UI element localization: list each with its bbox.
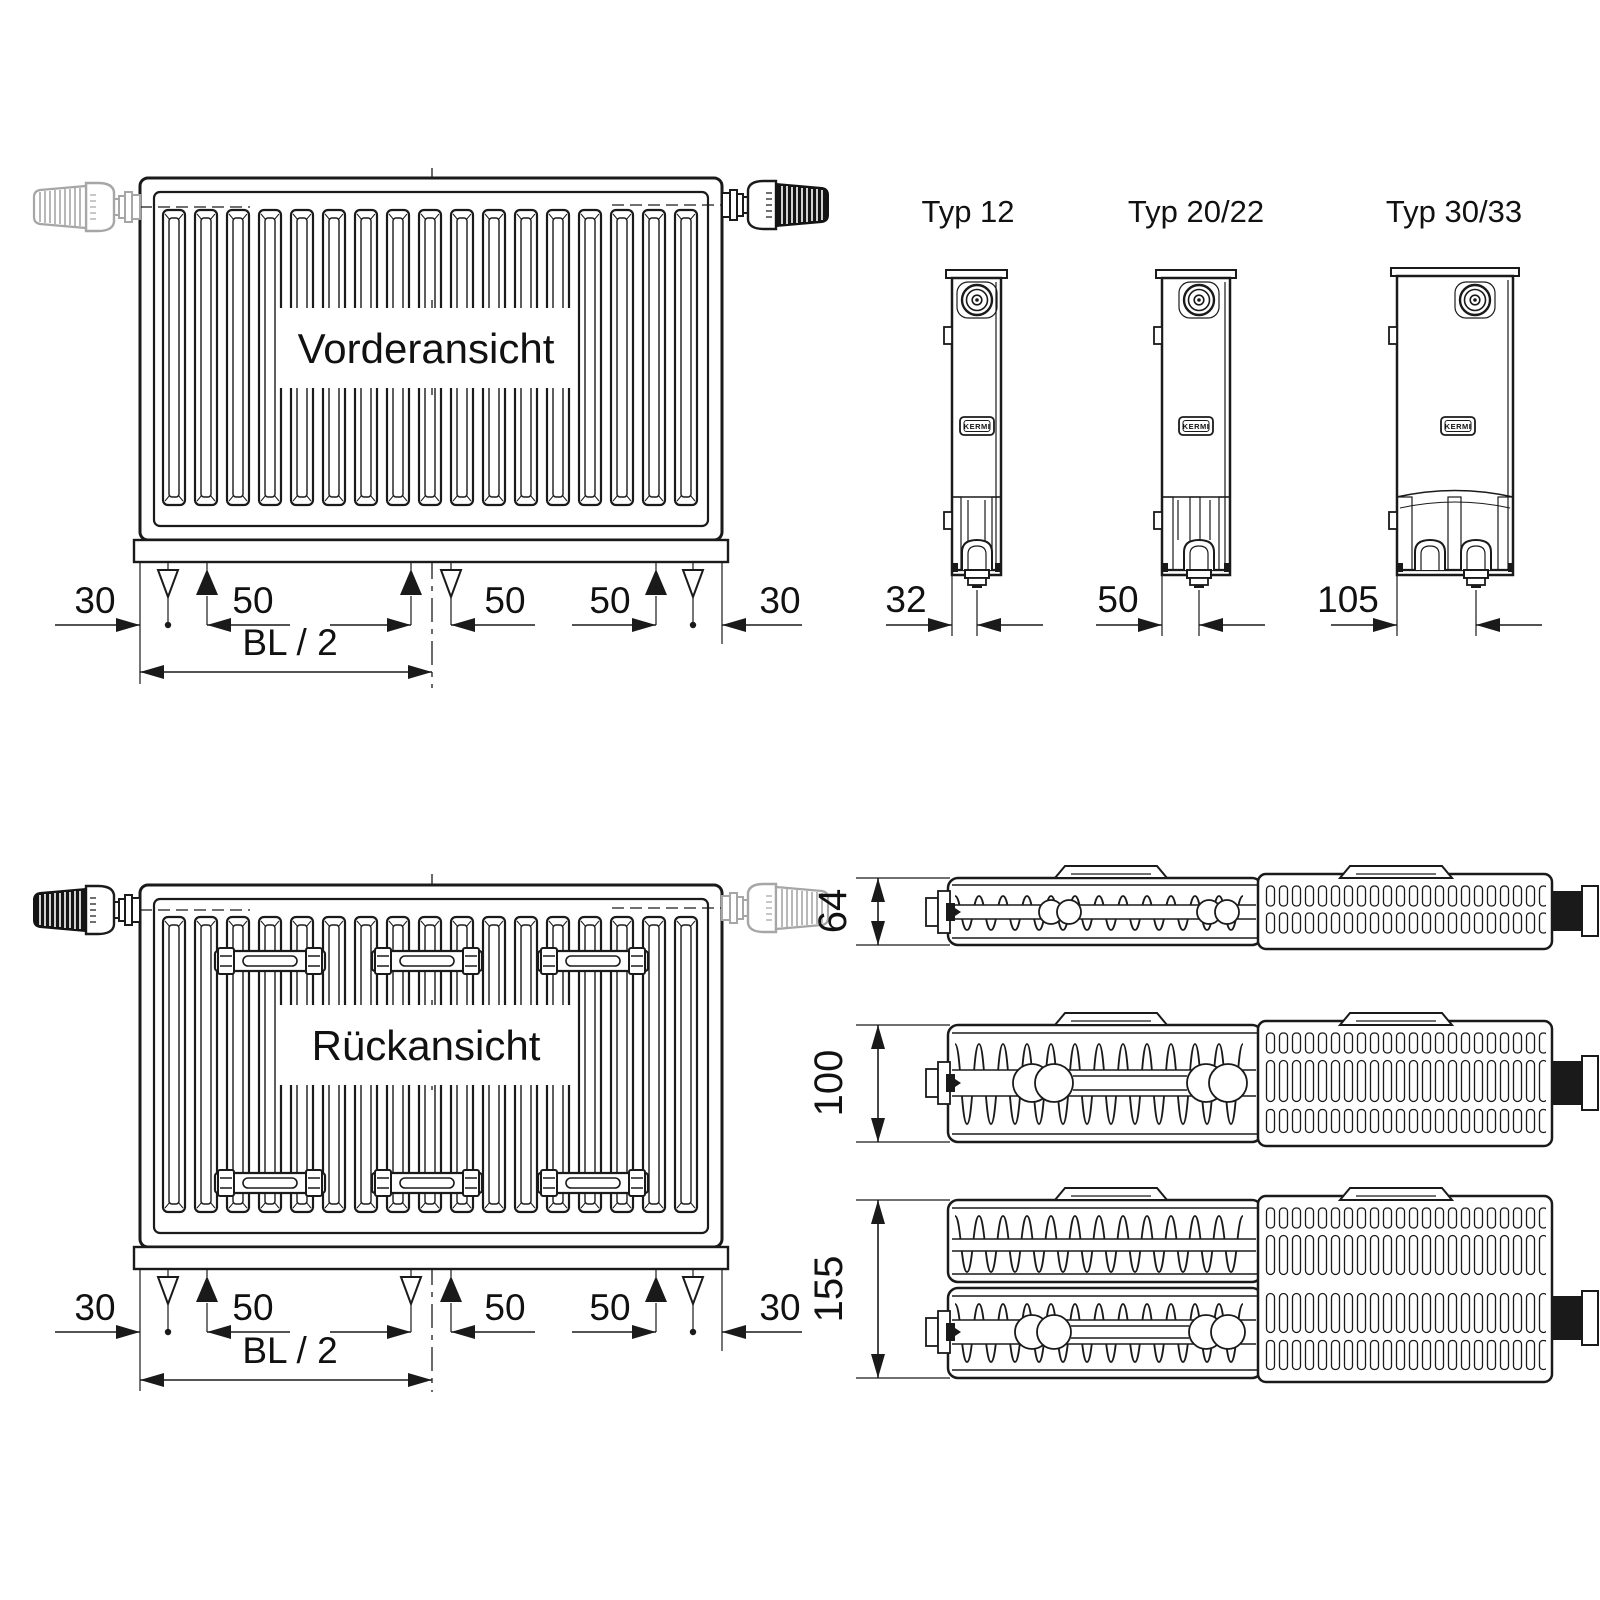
front-dimensions [55,562,802,684]
typ3033-logo: KERMI [1444,422,1472,431]
front-dim-50-a: 50 [232,580,274,621]
side-view-typ12 [885,194,1043,636]
section-100-height: 100 [807,1049,851,1117]
front-view-title: Vorderansicht [297,325,555,372]
rear-view-title: Rückansicht [311,1022,541,1069]
rear-dimensions [55,1269,802,1391]
section-64-height: 64 [811,888,855,934]
front-dim-30-left: 30 [74,580,116,621]
typ3033-depth: 105 [1317,579,1379,620]
front-view [34,168,828,688]
typ2022-label: Typ 20/22 [1127,194,1265,229]
cross-section-100 [807,1013,1598,1146]
front-valve-left-ghost [34,183,140,231]
rear-dim-30-right: 30 [759,1287,801,1328]
front-dim-30-right: 30 [759,580,801,621]
rear-view [34,874,828,1392]
typ12-depth: 32 [885,579,927,620]
rear-dim-50-c: 50 [589,1287,631,1328]
side-view-typ20-22 [1096,194,1265,636]
typ12-label: Typ 12 [921,194,1015,229]
rear-valve-left [34,886,140,934]
rear-dim-bl2: BL / 2 [242,1330,338,1371]
typ3033-label: Typ 30/33 [1385,194,1523,229]
cross-section-64 [811,866,1598,949]
side-view-typ30-33 [1317,194,1542,636]
cross-section-155 [807,1188,1598,1382]
rear-dim-50-b: 50 [484,1287,526,1328]
front-dim-50-b: 50 [484,580,526,621]
rear-dim-50-a: 50 [232,1287,274,1328]
rear-dim-30-left: 30 [74,1287,116,1328]
front-dim-bl2: BL / 2 [242,622,338,663]
typ2022-logo: KERMI [1182,422,1210,431]
front-dim-50-c: 50 [589,580,631,621]
section-155-height: 155 [807,1255,851,1323]
front-valve-right [722,181,828,229]
typ2022-depth: 50 [1097,579,1139,620]
typ12-logo: KERMI [963,422,991,431]
